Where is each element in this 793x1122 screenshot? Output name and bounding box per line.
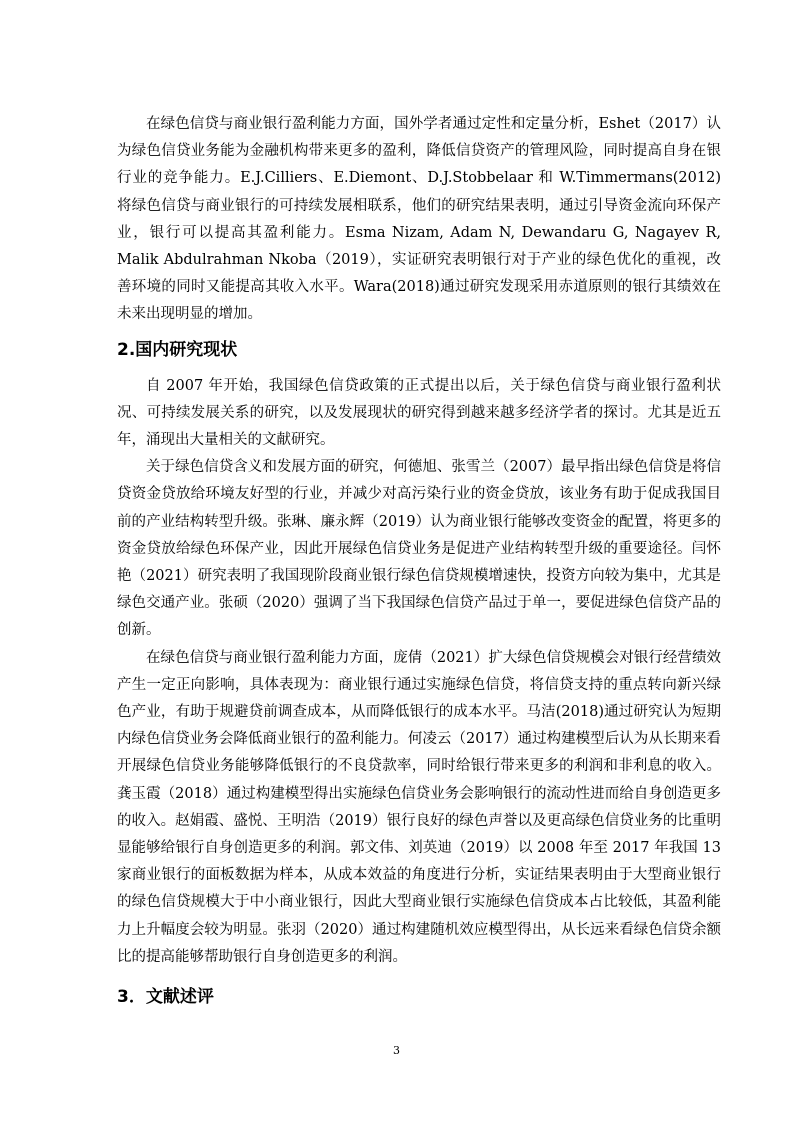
paragraph-domestic-overview: 自 2007 年开始，我国绿色信贷政策的正式提出以后，关于绿色信贷与商业银行盈利状况、可持续发展关系的研究，以及发展现状的研究得到越来越多经济学者的探讨。尤其是近五年，涌现出大量相关的文献研究。 [117, 377, 721, 449]
page-body [117, 111, 721, 1009]
page-number: 3 [393, 1044, 400, 1057]
section-heading-domestic-research: 2.国内研究现状 [117, 339, 238, 360]
paragraph-green-credit-definition: 关于绿色信贷含义和发展方面的研究，何德旭、张雪兰（2007）最早指出绿色信贷是将信贷资金贷放给环境友好型的行业，并减少对高污染行业的资金贷放，该业务有助于促成我国目前的产业结构转型升级。张琳、廉永辉（2019）认为商业银行能够改变资金的配置，将更多的资金贷放给绿色环保产业，因此开展绿色信贷业务是促进产业结构转型升级的重要途径。闫怀艳（2021）研究表明了我国现阶段商业银行绿色信贷规模增速快，投资方向较为集中，尤其是绿色交通产业。张硕（2020）强调了当下我国绿色信贷产品过于单一，要促进绿色信贷产品的创新。 [117, 459, 721, 639]
section-heading-literature-review: 3．文献述评 [117, 987, 214, 1008]
paragraph-green-credit-profitability: 在绿色信贷与商业银行盈利能力方面，庞倩（2021）扩大绿色信贷规模会对银行经营绩效产生一定正向影响，具体表现为：商业银行通过实施绿色信贷，将信贷支持的重点转向新兴绿色产业，有助于规避贷前调查成本，从而降低银行的成本水平。马洁(2018)通过研究认为短期内绿色信贷业务会降低商业银行的盈利能力。何凌云（2017）通过构建模型后认为从长期来看开展绿色信贷业务能够降低银行的不良贷款率，同时给银行带来更多的利润和非利息的收入。龚玉霞（2018）通过构建模型得出实施绿色信贷业务会影响银行的流动性进而给自身创造更多的收入。赵娟霞、盛悦、王明浩（2019）银行良好的绿色声誉以及更高绿色信贷业务的比重明显能够给银行自身创造更多的利润。郭文伟、刘英迪（2019）以 2008 年至 2017 年我国 13 家商业银行的面板数据为样本，从成本效益的角度进行分析，实证结果表明由于大型商业银行的绿色信贷规模大于中小商业银行，因此大型商业银行实施绿色信贷成本占比较低，其盈利能力上升幅度会较为明显。张羽（2020）通过构建随机效应模型得出，从长远来看绿色信贷余额比的提高能够帮助银行自身创造更多的利润。 [117, 649, 721, 965]
paragraph-foreign-research: 在绿色信贷与商业银行盈利能力方面，国外学者通过定性和定量分析，Eshet（2017）认为绿色信贷业务能为金融机构带来更多的盈利，降低信贷资产的管理风险，同时提高自身在银行业的竞争能力。E.J.Cilliers、E.Diemont、D.J.Stobbelaar 和 W.Timmermans(2012)将绿色信贷与商业银行的可持续发展相联系，他们的研究结果表明，通过引导资金流向环保产业，银行可以提高其盈利能力。Esma Nizam, Adam N, Dewandaru G, Nagayev R, Malik Abdulrahman Nkoba（2019），实证研究表明银行对于产业的绿色优化的重视，改善环境的同时又能提高其收入水平。Wara(2018)通过研究发现采用赤道原则的银行其绩效在未来出现明显的增加。 [117, 116, 721, 323]
